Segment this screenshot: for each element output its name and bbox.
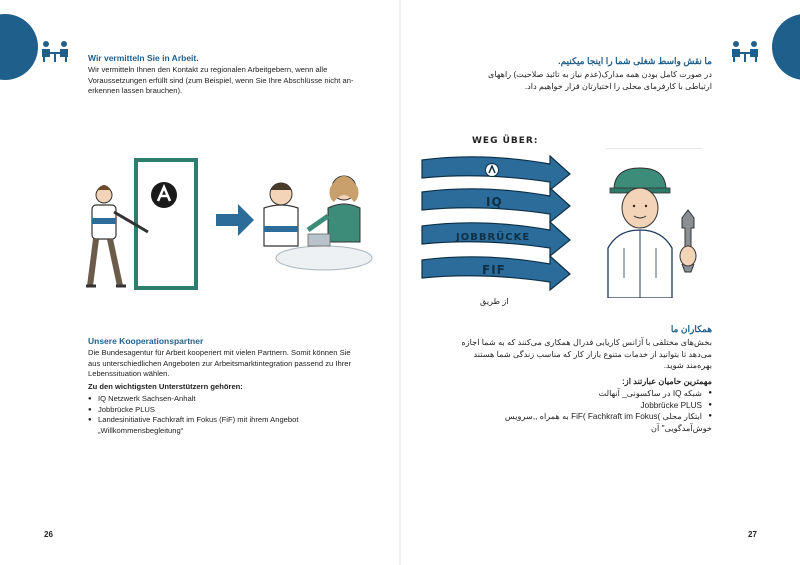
arrow-iq	[422, 188, 570, 222]
intro-line: Wir vermitteln Ihnen den Kontakt zu regionalen Arbeitgebern, wenn alle	[88, 65, 328, 74]
page-number: 27	[748, 530, 757, 539]
page-title: Wir vermitteln Sie in Arbeit.	[88, 53, 199, 63]
list-item: ● Landesinitiative Fachkraft im Fokus (FiF) mit ihrem Angebot	[88, 415, 388, 426]
supporters-title: مهمترین حامیان عبارتند از:	[622, 377, 712, 386]
counselor-meeting-icon	[730, 40, 760, 62]
section-title: همکاران ما	[670, 324, 712, 334]
intro-text	[420, 69, 712, 92]
intro-line: erkennen lassen brauchen).	[88, 86, 183, 96]
list-item-continuation: خوش‌آمدگویی" آن	[651, 424, 712, 433]
corner-circle-left	[0, 14, 38, 80]
partner-arrows	[416, 150, 576, 292]
worker-illustration	[590, 148, 710, 298]
list-item: ● Jobbrücke PLUS	[420, 400, 712, 412]
section-text	[420, 337, 712, 372]
page-title: ما نقش واسط شغلی شما را اینجا میکنیم.	[558, 56, 712, 66]
list-item: ● ابتکار محلی )FiF( Fachkraft im Fokus به همراه ,,سرویس	[420, 411, 712, 423]
section-line: می‌دهد تا بتوانید از خدمات متنوع بازار کار که مناسب زندگی شما هستند	[473, 349, 712, 359]
intro-text	[88, 65, 388, 97]
arrow-label: JOBBRÜCKE	[456, 232, 531, 243]
job-placement-illustration	[76, 150, 376, 300]
arrow-ba	[422, 156, 570, 190]
section-text	[88, 348, 388, 380]
counselor-meeting-icon	[40, 40, 70, 62]
intro-line: Voraussetzungen erfüllt sind (zum Beispiel, wenn Sie Ihre Abschlüsse nicht an-	[88, 75, 354, 85]
supporters-list	[88, 394, 388, 426]
section-line: aus unterschiedlichen Angeboten zur Arbeitsmarktintegration passend zu Ihrer	[88, 358, 351, 368]
section-line: Die Bundesagentur für Arbeit kooperiert mit vielen Partnern. Somit können Sie	[88, 348, 351, 357]
list-item: ● IQ Netzwerk Sachsen-Anhalt	[88, 394, 388, 405]
section-title: Unsere Kooperationspartner	[88, 336, 204, 346]
intro-line: در صورت کامل بودن همه مدارک(عدم نیاز به تائید صلاحیت) راههای	[487, 70, 712, 79]
intro-line: ارتباطی با کارفرمای محلی را اختیارتان قرار خواهیم داد.	[524, 81, 712, 91]
arrow-jobbruecke	[422, 222, 570, 256]
list-item: ● Jobbrücke PLUS	[88, 405, 388, 416]
page-number: 26	[44, 530, 53, 539]
list-item: ● شبکه IQ در ساکسونی_ آنهالت	[420, 388, 712, 400]
section-line: بهره‌مند شوید.	[663, 361, 712, 370]
arrow-label: IQ	[486, 195, 503, 209]
page-spine	[399, 0, 401, 565]
via-caption: از طریق	[480, 297, 509, 306]
arrow-label: FIF	[482, 263, 506, 277]
supporters-title: Zu den wichtigsten Unterstützern gehören:	[88, 382, 243, 391]
weg-label: WEG ÜBER:	[472, 136, 539, 146]
section-line: Lebenssituation wählen.	[88, 369, 170, 379]
arrow-fif	[422, 256, 570, 290]
corner-circle-right	[772, 14, 800, 80]
section-line: بخش‌های مختلفی با آژانس کاریابی فدرال همکاری می‌کنند که به شما اجازه	[461, 338, 712, 347]
list-item-continuation: „Willkommensbegleitung“	[98, 426, 184, 435]
supporters-list	[420, 388, 712, 423]
